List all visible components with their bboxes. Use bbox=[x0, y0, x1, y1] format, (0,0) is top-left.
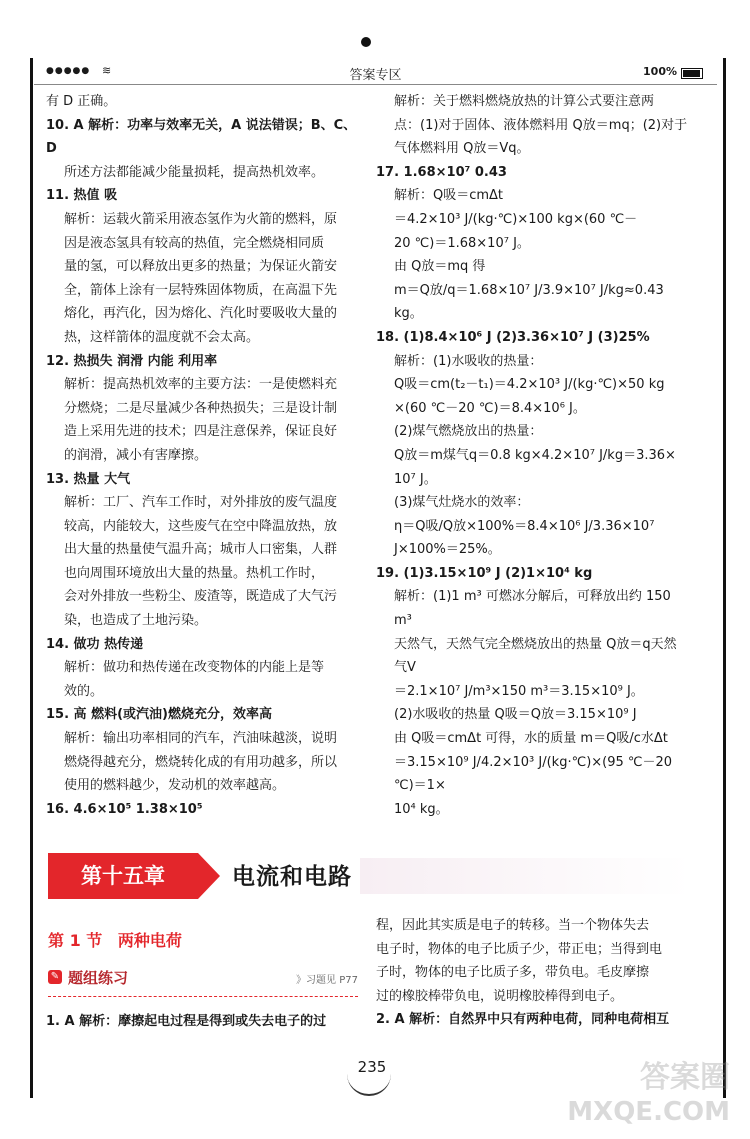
text-line: 染，也造成了土地污染。 bbox=[64, 613, 208, 629]
battery-percent: 100% bbox=[643, 65, 677, 78]
text-line: 也向周围环境放出大量的热量。热机工作时， bbox=[64, 565, 325, 581]
text-line: 出大量的热量使气温升高；城市人口密集，人群 bbox=[64, 542, 338, 558]
drill-label: 题组练习 bbox=[68, 969, 129, 987]
formula-line: η＝Q吸/Q放×100%＝8.4×10⁶ J/3.36×10⁷ J×100%＝25%。 bbox=[394, 518, 655, 558]
answer-line: 19. (1)3.15×10⁹ J (2)1×10⁴ kg bbox=[376, 565, 593, 581]
text-line: 解析：工厂、汽车工作时，对外排放的废气温度 bbox=[64, 495, 338, 511]
text-line: (2)煤气燃烧放出的热量： bbox=[394, 424, 543, 440]
answer-line: 2. A 解析：自然界中只有两种电荷，同种电荷相互 bbox=[376, 1012, 670, 1028]
text-line: 较高，内能较大，这些废气在空中降温放热，放 bbox=[64, 518, 338, 534]
answer-line: 18. (1)8.4×10⁶ J (2)3.36×10⁷ J (3)25% bbox=[376, 329, 650, 345]
text-line: 燃烧得越充分，燃烧转化成的有用功越多，所以 bbox=[64, 754, 338, 770]
text-line: 会对外排放一些粉尘、废渣等，既造成了大气污 bbox=[64, 589, 338, 605]
text-line: (2)水吸收的热量 Q吸＝Q放＝3.15×10⁹ J bbox=[394, 707, 637, 723]
watermark-logo bbox=[567, 1061, 730, 1129]
status-title: 答案专区 bbox=[349, 68, 402, 83]
text-line: 因是液态氢具有较高的热值，完全燃烧相同质 bbox=[64, 235, 325, 251]
right-column bbox=[376, 90, 688, 821]
formula-line: 由 Q吸＝cmΔt 可得，水的质量 m＝Q吸/c水Δt bbox=[394, 731, 668, 747]
text-line: 过的橡胶棒带负电，说明橡胶棒得到电子。 bbox=[376, 988, 624, 1004]
text-line: 造上采用先进的技术；四是注意保养，保证良好 bbox=[64, 424, 338, 440]
status-bar bbox=[34, 62, 717, 85]
text-line: 气体燃料用 Q放＝Vq。 bbox=[394, 141, 530, 157]
text-line: 使用的燃料越少，发动机的效率越高。 bbox=[64, 778, 286, 794]
text-line: 子时，物体的电子比质子多，带负电。毛皮摩擦 bbox=[376, 965, 650, 981]
text-line: 全，箭体上涂有一层特殊固体物质，在高温下先 bbox=[64, 282, 338, 298]
text-line: ＝4.2×10³ J/(kg·℃)×100 kg×(60 ℃－ bbox=[394, 211, 638, 227]
answer-line: 12. 热损失 润滑 内能 利用率 bbox=[46, 353, 218, 369]
section-title: 两种电荷 bbox=[117, 931, 182, 950]
answer-line: 15. 高 燃料(或汽油)燃烧充分，效率高 bbox=[46, 707, 272, 723]
text-line: 解析：(1)1 m³ 可燃冰分解后，可释放出约 150 m³ bbox=[394, 589, 671, 629]
text-line: 热，这样箭体的温度就不会太高。 bbox=[64, 329, 260, 345]
chapter-title: 电流和电路 bbox=[232, 864, 352, 890]
answer-line: 17. 1.68×10⁷ 0.43 bbox=[376, 164, 507, 180]
text-line: 解析：输出功率相同的汽车，汽油味越淡，说明 bbox=[64, 731, 338, 747]
battery-icon bbox=[681, 68, 703, 79]
text-line: ×(60 ℃－20 ℃)＝8.4×10⁶ J。 bbox=[394, 400, 586, 416]
formula-line: ＝3.15×10⁹ J/4.2×10³ J/(kg·℃)×(95 ℃－20 ℃)＝1× bbox=[394, 754, 673, 794]
text-line: 解析：(1)水吸收的热量： bbox=[394, 353, 543, 369]
text-line: 程，因此其实质是电子的转移。当一个物体失去 bbox=[376, 918, 650, 933]
answer-line: 14. 做功 热传递 bbox=[46, 636, 144, 652]
text-line: Q放＝m煤气q＝0.8 kg×4.2×10⁷ J/kg＝3.36× bbox=[394, 447, 676, 463]
left-column bbox=[46, 90, 358, 821]
bottom-right-column bbox=[376, 914, 688, 1032]
text-line: 熔化，再汽化，因为熔化、汽化时要吸收大量的 bbox=[64, 306, 338, 322]
section-heading bbox=[48, 928, 192, 951]
text-line: 解析：Q吸＝cmΔt bbox=[394, 188, 504, 204]
watermark-url: MXQE.COM bbox=[567, 1097, 730, 1127]
text-line: 10⁴ kg。 bbox=[394, 801, 449, 817]
text-line: 解析：运载火箭采用液态氢作为火箭的燃料，原 bbox=[64, 211, 338, 227]
answer-line: 1. A 解析：摩擦起电过程是得到或失去电子的过 bbox=[46, 1014, 327, 1029]
text-line: 天然气，天然气完全燃烧放出的热量 Q放＝q天然气V bbox=[394, 636, 677, 676]
text-line: 量的氢，可以释放出更多的热量；为保证火箭安 bbox=[64, 259, 338, 275]
chapter-banner-decoration bbox=[360, 858, 690, 894]
text-line: Q吸＝cm(t₂－t₁)＝4.2×10³ J/(kg·℃)×50 kg bbox=[394, 377, 665, 393]
camera-dot bbox=[361, 37, 371, 47]
wifi-icon: ≋ bbox=[102, 64, 112, 77]
answer-line: 16. 4.6×10⁵ 1.38×10⁵ bbox=[46, 801, 203, 817]
page-number: 235 bbox=[357, 1058, 387, 1076]
answer-line: 11. 热值 吸 bbox=[46, 188, 118, 204]
text-line: 20 ℃)＝1.68×10⁷ J。 bbox=[394, 235, 530, 251]
text-line: 所述方法都能减少能量损耗，提高热机效率。 bbox=[64, 164, 325, 180]
text-line: 由 Q放＝mq 得 bbox=[394, 259, 486, 275]
bottom-left-column bbox=[46, 1010, 358, 1034]
text-line: 点：(1)对于固体、液体燃料用 Q放＝mq；(2)对于 bbox=[394, 117, 688, 133]
answer-line: 10. A 解析：功率与效率无关，A 说法错误；B、C、D bbox=[46, 117, 357, 157]
text-line: 的润滑，减小有害摩擦。 bbox=[64, 447, 208, 463]
text-line: 效的。 bbox=[64, 683, 104, 699]
chapter-banner bbox=[48, 853, 360, 899]
text-line: (3)煤气灶烧水的效率： bbox=[394, 495, 530, 511]
drill-header bbox=[48, 966, 358, 990]
chapter-arrow-icon bbox=[198, 853, 220, 899]
formula-line: m＝Q放/q＝1.68×10⁷ J/3.9×10⁷ J/kg≈0.43 kg。 bbox=[394, 282, 664, 322]
text-line: ＝2.1×10⁷ J/m³×150 m³＝3.15×10⁹ J。 bbox=[394, 683, 644, 699]
text-line: 解析：做功和热传递在改变物体的内能上是等 bbox=[64, 660, 325, 676]
text-line: 解析：关于燃料燃烧放热的计算公式要注意两 bbox=[394, 94, 655, 109]
watermark-text: 答案圈 bbox=[640, 1060, 730, 1095]
chapter-number: 第十五章 bbox=[48, 853, 198, 899]
section-number: 第 1 节 bbox=[48, 931, 103, 950]
text-line: 分燃烧；二是尽量减少各种热损失；三是设计制 bbox=[64, 400, 338, 416]
dashed-divider bbox=[48, 996, 358, 997]
text-line: 有 D 正确。 bbox=[46, 94, 117, 109]
text-line: 电子时，物体的电子比质子少，带正电；当得到电 bbox=[376, 941, 663, 957]
pencil-icon: ✎ bbox=[48, 970, 62, 984]
answer-line: 13. 热量 大气 bbox=[46, 471, 131, 487]
signal-icon: ●●●●● bbox=[46, 66, 91, 76]
text-line: 解析：提高热机效率的主要方法：一是使燃料充 bbox=[64, 377, 338, 393]
exercise-reference: 》习题见 P77 bbox=[296, 975, 358, 986]
text-line: 10⁷ J。 bbox=[394, 471, 437, 487]
